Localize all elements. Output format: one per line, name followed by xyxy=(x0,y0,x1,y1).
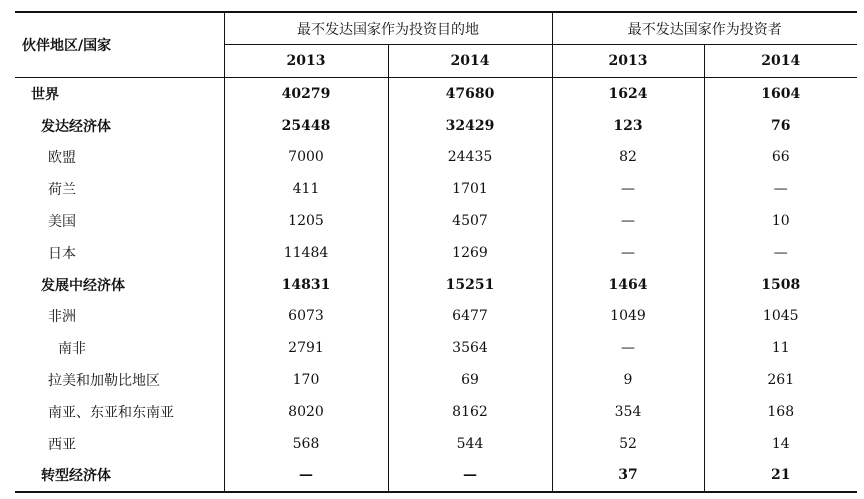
data-table xyxy=(15,11,857,493)
table-cell: — xyxy=(552,205,704,237)
table-cell: 1464 xyxy=(552,269,704,301)
table-row xyxy=(15,332,857,364)
table-cell: — xyxy=(552,237,704,269)
table-cell: — xyxy=(224,460,388,493)
table-cell: 10 xyxy=(704,205,857,237)
row-label: 发达经济体 xyxy=(41,118,111,135)
table-cell: 69 xyxy=(388,364,552,396)
table-row xyxy=(15,237,857,269)
table-cell: 261 xyxy=(704,364,857,396)
year-header: 2013 xyxy=(224,45,388,78)
row-label: 日本 xyxy=(48,245,76,262)
row-label: 南非 xyxy=(58,341,86,358)
table-row xyxy=(15,173,857,205)
table-cell: 32429 xyxy=(388,110,552,142)
table-cell: 1045 xyxy=(704,301,857,333)
row-label: 荷兰 xyxy=(48,182,76,199)
table-cell: 168 xyxy=(704,396,857,428)
row-label: 世界 xyxy=(31,86,59,103)
table-row xyxy=(15,269,857,301)
table-cell: 76 xyxy=(704,110,857,142)
table-cell: 568 xyxy=(224,428,388,460)
table-cell: — xyxy=(552,332,704,364)
table-cell: 1205 xyxy=(224,205,388,237)
table-cell: 1701 xyxy=(388,173,552,205)
table-cell: 354 xyxy=(552,396,704,428)
table-cell: 11484 xyxy=(224,237,388,269)
table-cell: 82 xyxy=(552,142,704,174)
row-label: 西亚 xyxy=(48,436,76,453)
table-cell: 1269 xyxy=(388,237,552,269)
table-cell: 11 xyxy=(704,332,857,364)
corner-header: 伙伴地区/国家 xyxy=(15,12,224,78)
table-cell: 6073 xyxy=(224,301,388,333)
table-cell: 8162 xyxy=(388,396,552,428)
table-cell: 24435 xyxy=(388,142,552,174)
table-row xyxy=(15,301,857,333)
row-label: 发展中经济体 xyxy=(41,277,125,294)
table-cell: 1508 xyxy=(704,269,857,301)
table-cell: — xyxy=(704,237,857,269)
table-cell: — xyxy=(552,173,704,205)
table-row xyxy=(15,460,857,493)
table-row xyxy=(15,110,857,142)
table-cell: 47680 xyxy=(388,78,552,110)
table-cell: 411 xyxy=(224,173,388,205)
table-row xyxy=(15,364,857,396)
table-cell: 9 xyxy=(552,364,704,396)
table-cell: 25448 xyxy=(224,110,388,142)
row-label: 非洲 xyxy=(48,309,76,326)
table-row xyxy=(15,428,857,460)
group-header-destination: 最不发达国家作为投资目的地 xyxy=(224,12,552,45)
table-cell: 123 xyxy=(552,110,704,142)
table-cell: — xyxy=(388,460,552,493)
year-header: 2014 xyxy=(388,45,552,78)
row-label: 美国 xyxy=(48,214,76,231)
table-cell: 6477 xyxy=(388,301,552,333)
year-header: 2013 xyxy=(552,45,704,78)
table-cell: — xyxy=(704,173,857,205)
year-header: 2014 xyxy=(704,45,857,78)
table-cell: 3564 xyxy=(388,332,552,364)
table-row xyxy=(15,205,857,237)
table-cell: 52 xyxy=(552,428,704,460)
table-cell: 21 xyxy=(704,460,857,493)
table-cell: 2791 xyxy=(224,332,388,364)
table-cell: 15251 xyxy=(388,269,552,301)
table-cell: 66 xyxy=(704,142,857,174)
table-row xyxy=(15,142,857,174)
table-cell: 8020 xyxy=(224,396,388,428)
row-label: 拉美和加勒比地区 xyxy=(48,373,160,390)
table-cell: 14 xyxy=(704,428,857,460)
table-row xyxy=(15,396,857,428)
table-cell: 40279 xyxy=(224,78,388,110)
table-cell: 1049 xyxy=(552,301,704,333)
table-cell: 37 xyxy=(552,460,704,493)
table-cell: 7000 xyxy=(224,142,388,174)
row-label: 南亚、东亚和东南亚 xyxy=(48,404,174,421)
row-label: 欧盟 xyxy=(48,150,76,167)
table-cell: 1624 xyxy=(552,78,704,110)
table-cell: 544 xyxy=(388,428,552,460)
group-header-investor: 最不发达国家作为投资者 xyxy=(552,12,857,45)
table-cell: 170 xyxy=(224,364,388,396)
table-cell: 1604 xyxy=(704,78,857,110)
table-cell: 14831 xyxy=(224,269,388,301)
table-row xyxy=(15,78,857,110)
table-cell: 4507 xyxy=(388,205,552,237)
row-label: 转型经济体 xyxy=(15,460,224,493)
